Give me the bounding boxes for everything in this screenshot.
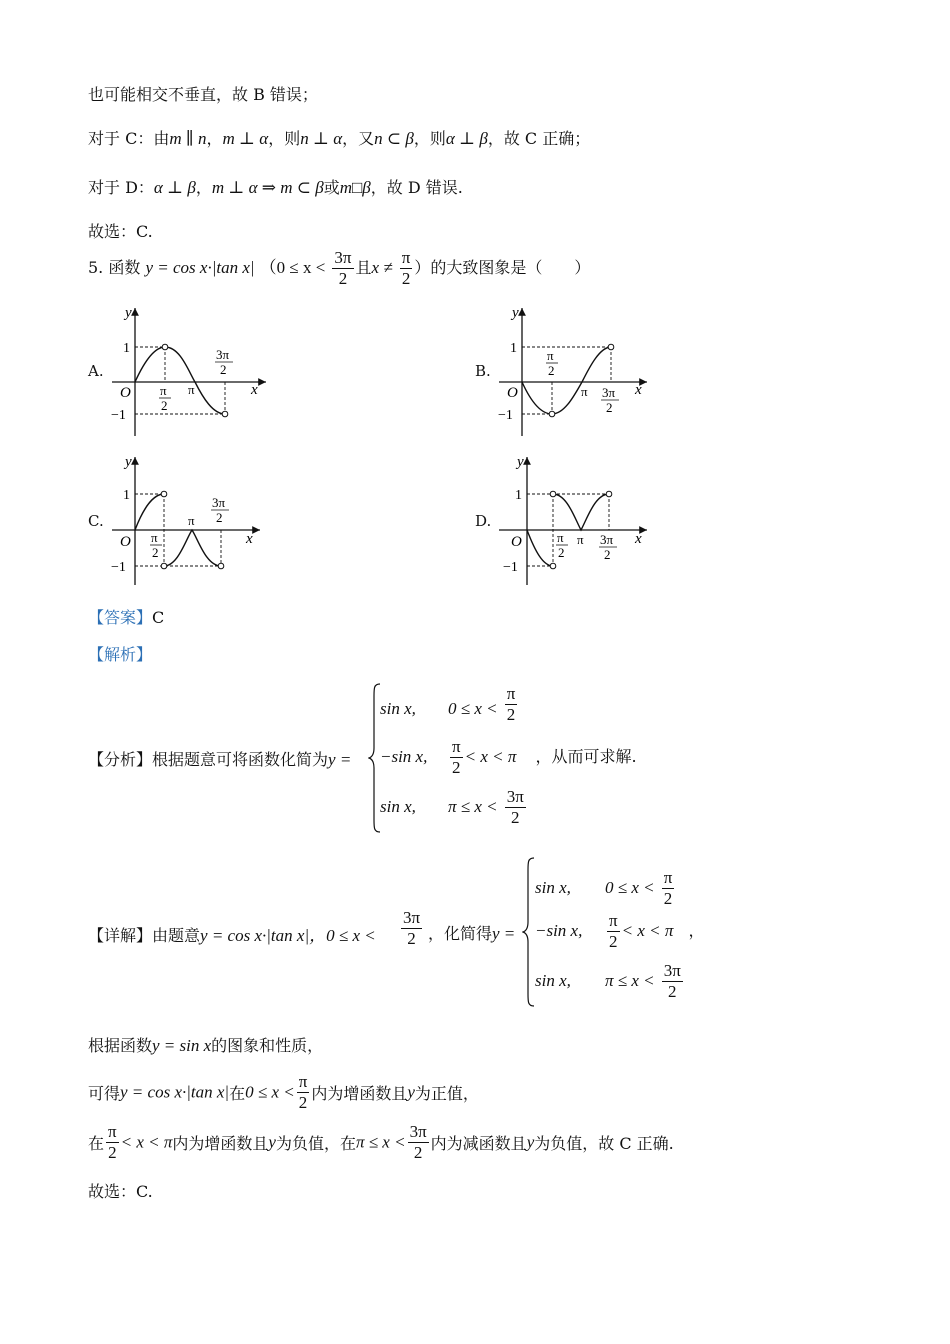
text-line-2: 对于 C：由m ∥ n，m ⊥ α，则n ⊥ α，又n ⊂ β，则α ⊥ β，故 C 正确；	[88, 129, 591, 148]
l2-end: ，故 C 正确；	[487, 129, 591, 148]
xiangjie-tag: 【详解】	[88, 926, 153, 945]
frac-pi-over-2: $\frac{\pi}{2}$	[609, 911, 618, 951]
text-line-3: 对于 D：α ⊥ β，m ⊥ α ⇒ m ⊂ β或m□β，故 D 错误.	[88, 178, 463, 197]
fenxi-case-2: −sin x, $\frac{\pi}{2}$ < x < π ，从而可求解.	[380, 737, 637, 777]
xiangjie-case-3: sin x, π ≤ x < $\frac{3\pi}{2}$	[535, 961, 681, 1001]
l2-expr-a: m ∥ n	[169, 129, 207, 148]
open-point	[608, 344, 614, 350]
fenxi-text: 根据题意可将函数化简为	[152, 750, 329, 769]
open-point	[550, 563, 556, 569]
tail-line-3: 在 $\frac{\pi}{2}$ < x < π内为增函数且y为负值，在π ≤ x < $\frac{3\pi}{2}$ 内为减函数且y为负值，故 C 正确.	[88, 1122, 674, 1162]
svg-text:π: π	[188, 513, 195, 528]
graph-option-a	[108, 298, 278, 440]
question-neq: x ≠	[371, 258, 393, 277]
l2-expr-h: α ⊥ β	[445, 129, 488, 148]
analysis-tag: 【解析】	[88, 645, 153, 664]
svg-text:2: 2	[161, 398, 168, 413]
question-number: 5.	[88, 258, 104, 277]
svg-text:3π: 3π	[216, 347, 230, 362]
graph-option-c	[108, 447, 273, 589]
answer-tag: 【答案】	[88, 608, 153, 627]
curve-segment-2	[164, 530, 221, 566]
option-a-label: A.	[88, 362, 104, 380]
frac-3pi-over-2: $\frac{3\pi}{2}$	[663, 961, 681, 1001]
l3-expr-b: m ⊥ α ⇒ m ⊂ β	[211, 178, 324, 197]
option-c-label: C.	[88, 512, 104, 530]
curve-segment-1	[527, 530, 553, 566]
svg-text:π: π	[188, 382, 195, 397]
svg-text:O: O	[120, 385, 131, 401]
frac-pi-over-2: $\frac{\pi}{2}$	[452, 737, 461, 777]
svg-text:O: O	[507, 385, 518, 401]
xiangjie-line	[88, 921, 376, 946]
frac-3pi-over-2: $\frac{3\pi}{2}$	[403, 908, 421, 948]
xiangjie-case-1: sin x, 0 ≤ x < $\frac{\pi}{2}$	[535, 868, 673, 908]
l3-expr-a: α ⊥ β	[153, 178, 196, 197]
l2-also: 又	[358, 129, 375, 148]
l3-pre: 对于 D：	[88, 178, 154, 197]
svg-text:x: x	[246, 531, 253, 547]
svg-text:x: x	[251, 382, 258, 398]
curve-segment-2	[553, 494, 609, 530]
open-point	[161, 563, 167, 569]
svg-text:y: y	[512, 305, 519, 321]
svg-text:1: 1	[515, 488, 522, 503]
svg-text:x: x	[635, 382, 642, 398]
svg-text:O: O	[511, 534, 522, 550]
frac-pi-over-2: $\frac{\pi}{2}$	[108, 1122, 117, 1162]
svg-text:3π: 3π	[602, 385, 616, 400]
svg-text:π: π	[577, 532, 584, 547]
fenxi-line	[88, 747, 351, 770]
l2-then2: 则	[429, 129, 446, 148]
question-text-end: ）的大致图象是（ ）	[414, 258, 591, 277]
svg-text:2: 2	[548, 363, 555, 378]
question-range: （0 ≤ x <	[259, 258, 326, 277]
frac-3pi-over-2: $\frac{3\pi}{2}$	[334, 248, 352, 288]
frac-3pi-over-2: $\frac{3\pi}{2}$	[409, 1122, 427, 1162]
svg-text:y: y	[125, 305, 132, 321]
question-func: y = cos x·|tan x|	[145, 258, 255, 277]
tail-line-4: 故选：C.	[88, 1182, 153, 1201]
fenxi-yeq: y =	[328, 750, 352, 769]
svg-text:1: 1	[123, 341, 130, 356]
fenxi-tag: 【分析】	[88, 750, 153, 769]
svg-text:2: 2	[558, 545, 565, 560]
option-b-label: B.	[475, 362, 491, 380]
xiangjie-case-2: −sin x, $\frac{\pi}{2}$ < x < π ，	[535, 911, 705, 951]
svg-text:π: π	[581, 384, 588, 399]
svg-text:3π: 3π	[212, 495, 226, 510]
svg-text:O: O	[120, 534, 131, 550]
open-point	[161, 491, 167, 497]
svg-text:−1: −1	[111, 408, 126, 423]
option-d-label: D.	[475, 512, 492, 530]
open-point	[549, 411, 555, 417]
curve	[135, 347, 225, 414]
svg-text:x: x	[635, 531, 642, 547]
xiangjie-func: y = cos x·|tan x|	[200, 926, 310, 945]
fenxi-end: ，从而可求解.	[535, 747, 637, 766]
l2-expr-b: m ⊥ α	[222, 129, 269, 148]
xiangjie-simp: ，化简得y =	[428, 924, 516, 943]
frac-pi-over-2: $\frac{\pi}{2}$	[663, 868, 673, 908]
svg-text:π: π	[557, 530, 564, 545]
answer-value: C	[152, 608, 165, 627]
l2-then: 则	[284, 129, 301, 148]
svg-text:π: π	[151, 530, 158, 545]
l3-end: ，故 D 错误.	[370, 178, 463, 197]
frac-3pi-over-2: $\frac{3\pi}{2}$	[506, 787, 524, 827]
svg-text:y: y	[125, 454, 132, 470]
l3-or: 或	[323, 178, 340, 197]
svg-text:3π: 3π	[600, 532, 614, 547]
svg-text:−1: −1	[498, 408, 513, 423]
xiangjie-range: ，0 ≤ x <	[309, 926, 376, 945]
svg-text:2: 2	[216, 510, 223, 525]
graph-option-d	[495, 447, 660, 589]
svg-text:2: 2	[220, 362, 227, 377]
curve-segment-1	[135, 494, 164, 530]
text-line-1: 也可能相交不垂直，故 B 错误；	[88, 85, 318, 104]
svg-text:1: 1	[123, 488, 130, 503]
frac-pi-over-2: $\frac{\pi}{2}$	[506, 684, 516, 724]
graph-option-b	[495, 298, 660, 440]
svg-text:2: 2	[604, 547, 611, 562]
l3-expr-d: m□β	[339, 178, 371, 197]
svg-text:π: π	[547, 348, 554, 363]
svg-text:2: 2	[152, 545, 159, 560]
svg-text:2: 2	[606, 400, 613, 415]
svg-text:π: π	[160, 383, 167, 398]
open-point	[222, 411, 228, 417]
svg-text:1: 1	[510, 341, 517, 356]
frac-pi-over-2: $\frac{\pi}{2}$	[401, 248, 411, 288]
tail-line-2: 可得y = cos x·|tan x|在0 ≤ x < $\frac{\pi}{2}$ 内为增函数且y为正值，	[88, 1072, 479, 1112]
tail-line-1: 根据函数y = sin x的图象和性质，	[88, 1036, 324, 1055]
xiangjie-text: 由题意	[152, 926, 201, 945]
question-5	[88, 248, 590, 289]
fenxi-case-1: sin x, 0 ≤ x < $\frac{\pi}{2}$	[380, 684, 516, 724]
answer-line	[88, 605, 164, 628]
brace	[522, 856, 536, 1008]
fenxi-case-3: sin x, π ≤ x < $\frac{3\pi}{2}$	[380, 787, 524, 827]
open-point	[606, 491, 612, 497]
l2-pre: 对于 C：由	[88, 129, 170, 148]
svg-text:y: y	[517, 454, 524, 470]
frac-pi-over-2: $\frac{\pi}{2}$	[298, 1072, 308, 1112]
open-point	[550, 491, 556, 497]
open-point	[218, 563, 224, 569]
question-and: 且	[355, 258, 372, 277]
curve	[522, 347, 611, 414]
svg-text:−1: −1	[503, 560, 518, 575]
text-line-4: 故选：C.	[88, 222, 153, 241]
xiangjie-frac	[399, 908, 424, 949]
l2-expr-f: n ⊂ β	[374, 129, 414, 148]
question-text-pre: 函数	[108, 258, 141, 277]
l2-expr-d: n ⊥ α	[300, 129, 343, 148]
open-point	[162, 344, 168, 350]
svg-text:−1: −1	[111, 560, 126, 575]
